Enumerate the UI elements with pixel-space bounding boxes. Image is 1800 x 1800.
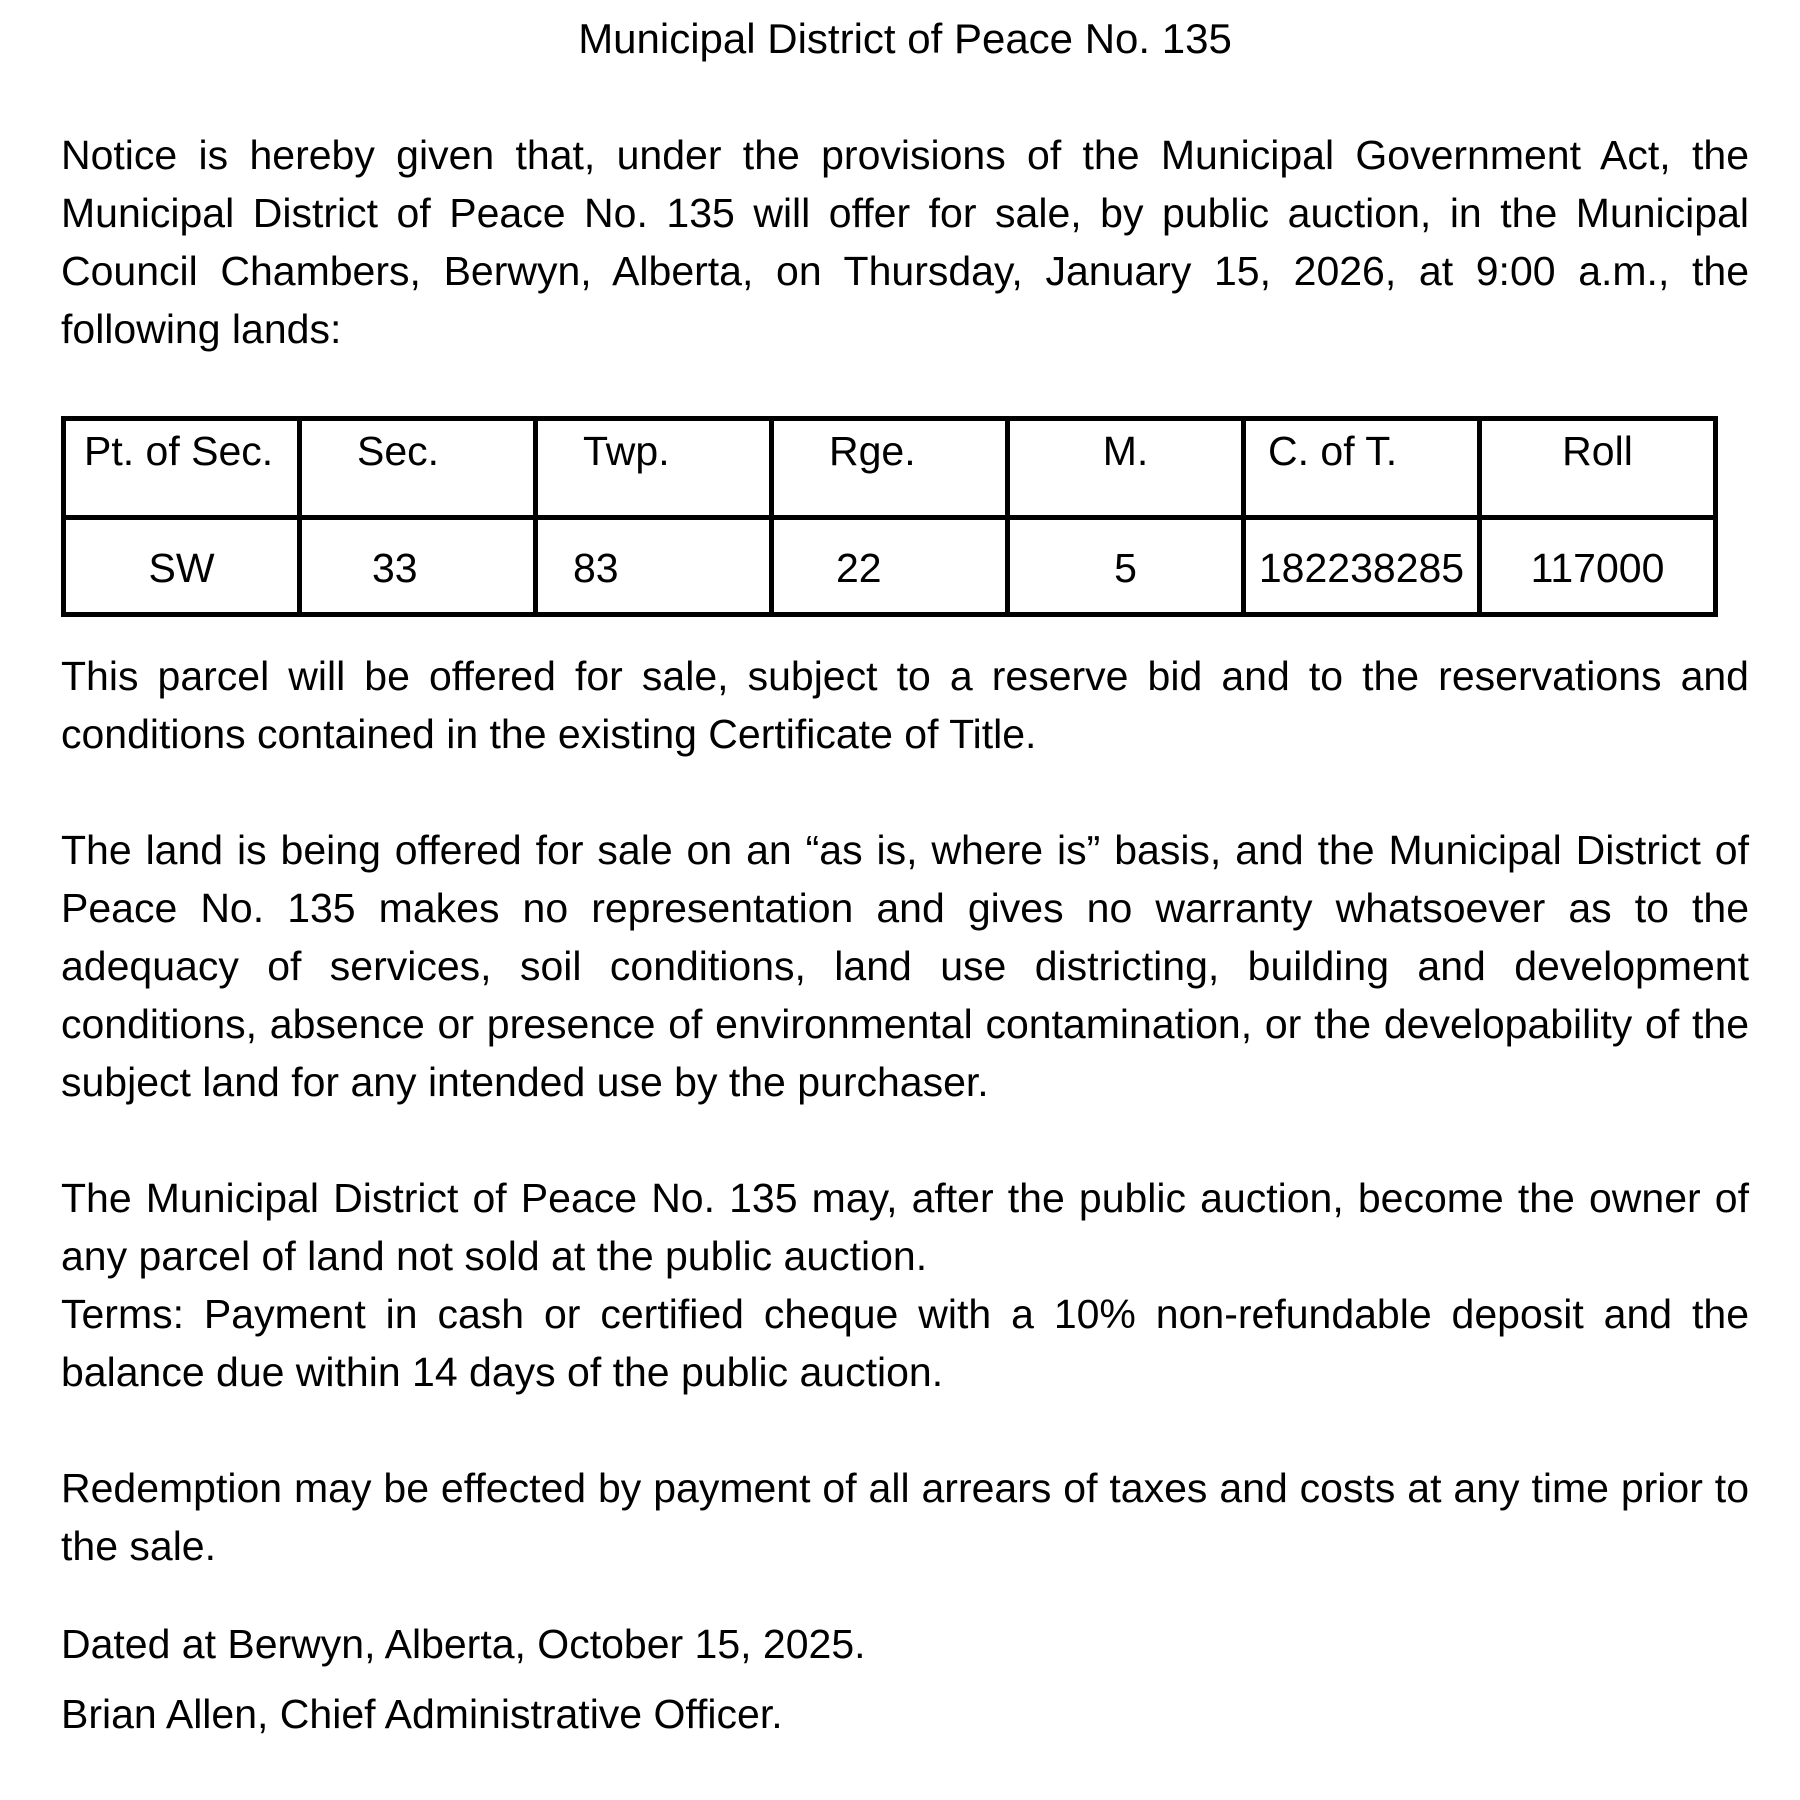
header-sec: Sec. [300,419,536,518]
cell-meridian: 5 [1008,518,1244,615]
reserve-paragraph: This parcel will be offered for sale, subject to a reserve bid and to the reservations and conditions contained in the existing Certificate of Title. [61,653,1749,757]
owner-paragraph: The Municipal District of Peace No. 135 may, after the public auction, become the owner of any parcel of land not sold at the public auction. [61,1175,1749,1279]
intro-paragraph: Notice is hereby given that, under the provisions of the Municipal Government Act, the Municipal District of Peace No. 135 will offer for sale, by public auction, in the Municipal Council Chambers, Berwyn, Alberta, on Thursday, January 15, 2026, at 9:00 a.m., the following lands: [61,132,1749,352]
table-row [64,518,1716,615]
redemption-paragraph: Redemption may be effected by payment of all arrears of taxes and costs at any time prior to the sale. [61,1465,1749,1569]
dated-line: Dated at Berwyn, Alberta, October 15, 2025. [61,1621,866,1667]
header-pt-of-sec: Pt. of Sec. [64,419,300,518]
terms-paragraph: Terms: Payment in cash or certified cheque with a 10% non-refundable deposit and the balance due within 14 days of the public auction. [61,1291,1749,1395]
cell-roll: 117000 [1480,518,1716,615]
cell-sec: 33 [300,518,536,615]
cell-twp: 83 [536,518,772,615]
cell-certificate-of-title: 182238285 [1244,518,1480,615]
signature-line: Brian Allen, Chief Administrative Officer. [61,1691,783,1737]
as-is-paragraph: The land is being offered for sale on an “as is, where is” basis, and the Municipal District of Peace No. 135 makes no representation and gives no warranty whatsoever as to the adequacy of services, soil conditions, land use districting, building and development conditions, absence or presence of environmental contamination, or the developability of the subject land for any intended use by the purchaser. [61,827,1749,1105]
header-roll: Roll [1480,419,1716,518]
notice-document [61,0,1749,1743]
table-header-row [64,419,1716,518]
header-rge: Rge. [772,419,1008,518]
document-title: Municipal District of Peace No. 135 [578,15,1232,62]
cell-pt-of-sec: SW [64,518,300,615]
header-twp: Twp. [536,419,772,518]
land-table [61,416,1718,617]
header-meridian: M. [1008,419,1244,518]
header-certificate-of-title: C. of T. [1244,419,1480,518]
cell-rge: 22 [772,518,1008,615]
